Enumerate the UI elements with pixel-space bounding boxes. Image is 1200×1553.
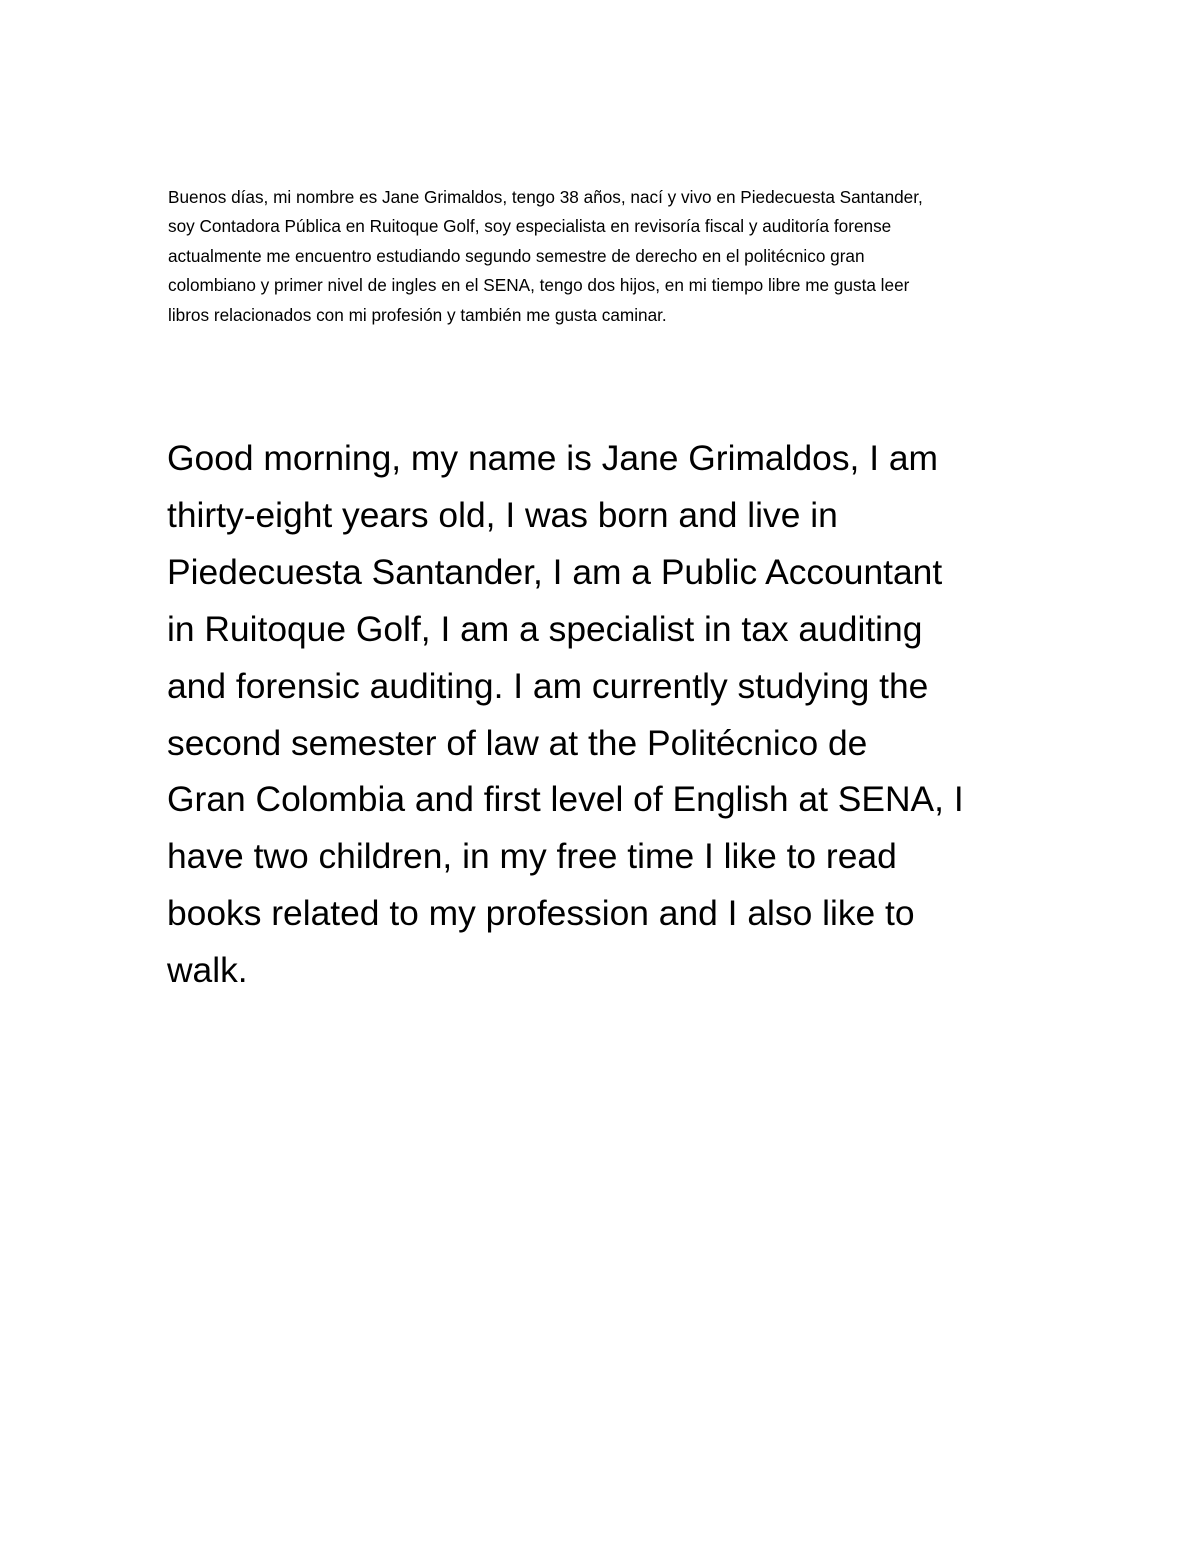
spanish-line: libros relacionados con mi profesión y también me gusta caminar. [168, 304, 667, 325]
english-line: and forensic auditing. I am currently studying the [167, 665, 929, 706]
spanish-paragraph [168, 183, 1048, 330]
spanish-line: actualmente me encuentro estudiando segundo semestre de derecho en el politécnico gran [168, 245, 865, 266]
english-line: books related to my profession and I also like to [167, 893, 915, 934]
english-line: Piedecuesta Santander, I am a Public Accountant [167, 551, 943, 592]
english-line: have two children, in my free time I like to read [167, 836, 897, 877]
english-paragraph [167, 430, 1047, 999]
spanish-line: Buenos días, mi nombre es Jane Grimaldos, tengo 38 años, nací y vivo en Piedecuesta Santander, [168, 187, 923, 207]
english-line: thirty-eight years old, I was born and live in [167, 494, 838, 535]
english-line: second semester of law at the Politécnico de [167, 722, 868, 763]
spanish-line: colombiano y primer nivel de ingles en el SENA, tengo dos hijos, en mi tiempo libre me gusta leer [168, 275, 910, 296]
english-line: Good morning, my name is Jane Grimaldos, I am [167, 438, 939, 478]
spanish-line: soy Contadora Pública en Ruitoque Golf, soy especialista en revisoría fiscal y auditoría forense [168, 216, 892, 237]
english-line: in Ruitoque Golf, I am a specialist in tax auditing [167, 608, 923, 649]
english-line: walk. [167, 950, 248, 991]
english-line: Gran Colombia and first level of English at SENA, I [167, 779, 964, 820]
